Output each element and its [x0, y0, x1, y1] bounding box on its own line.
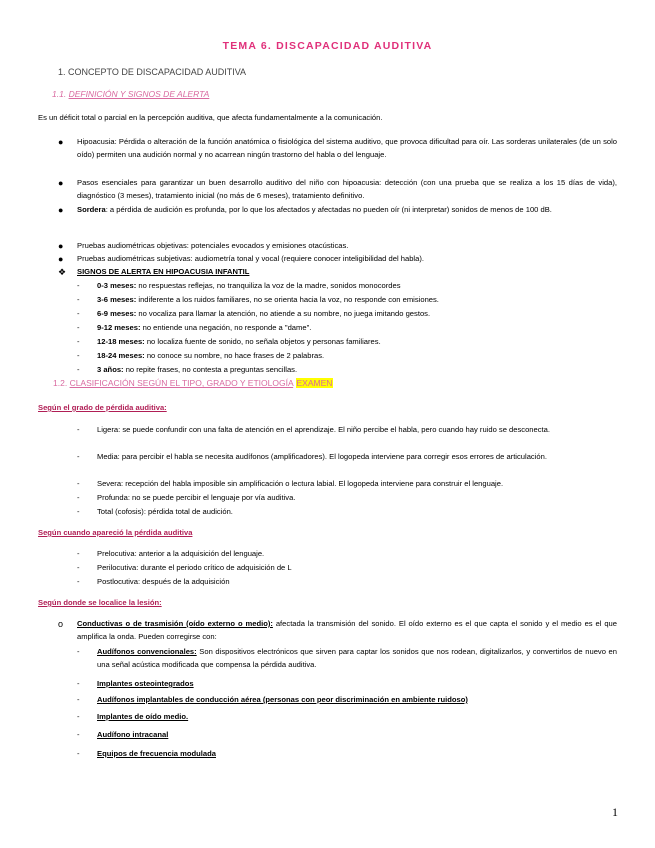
cuando-item: - Postlocutiva: después de la adquisición	[77, 577, 230, 586]
bullet-sordera	[58, 204, 617, 217]
conductivas-item	[58, 618, 617, 643]
grado-item: - Profunda: no se puede percibir el lenguaje por vía auditiva.	[77, 493, 296, 502]
cuando-section-title: Según cuando apareció la pérdida auditiva	[38, 528, 193, 537]
subsection-number: 1.1.	[52, 89, 67, 99]
conductivas-text: afectada la transmisión del sonido. El oído externo es el que capta el sonido y el medio es el que amplifica la onda. Pueden corregirse con:	[77, 619, 617, 641]
grado-item: - Severa: recepción del habla imposible sin amplificación o lectura labial. El logopeda interviene para construir el lenguaje.	[77, 479, 504, 488]
page-number: 1	[612, 805, 618, 819]
bullet-dot-icon: ●	[58, 241, 64, 251]
intro-paragraph: Es un déficit total o parcial en la percepción auditiva, que afecta fundamentalmente a la comunicación.	[38, 113, 383, 122]
section-heading-1: 1. CONCEPTO DE DISCAPACIDAD AUDITIVA	[58, 67, 247, 77]
subsection-heading-1-2	[53, 378, 333, 388]
exam-highlight-tag: EXAMEN	[296, 378, 333, 388]
bullet-lead: Hipoacusia:	[77, 137, 117, 146]
cuando-item: - Prelocutiva: anterior a la adquisición del lenguaje.	[77, 549, 265, 558]
bullet-lead: Sordera	[77, 205, 106, 214]
bullet-dot-icon: ●	[58, 137, 64, 147]
signo-item: - 3 años: no repite frases, no contesta a preguntas sencillas.	[77, 365, 298, 374]
diamond-bullet-icon: ❖	[58, 267, 67, 277]
bullet-subjetivas	[58, 253, 617, 266]
bullet-text: Pérdida o alteración de la función anatómica o fisiológica del sistema auditivo, que provoca dificultad para oír. Las sorderas unilaterales (de un solo oído) permiten una audición normal y no acarrean ningún trastorno del habla o del lenguaje.	[77, 137, 617, 159]
bullet-dot-icon: ●	[58, 178, 64, 188]
bullet-objetivas	[58, 240, 617, 253]
dispositivo-item: - Implantes osteointegrados	[77, 679, 194, 688]
dispositivo-item: - Equipos de frecuencia modulada	[77, 749, 216, 758]
signo-item: - 12-18 meses: no localiza fuente de sonido, no señala objetos y personas familiares.	[77, 337, 381, 346]
signos-alerta-heading	[58, 266, 617, 279]
dispositivo-item: - Implantes de oído medio.	[77, 712, 189, 721]
document-title: TEMA 6. DISCAPACIDAD AUDITIVA	[222, 40, 433, 52]
signos-title: SIGNOS DE ALERTA EN HIPOACUSIA INFANTIL	[77, 267, 250, 276]
signo-item: - 18-24 meses: no conoce su nombre, no hace frases de 2 palabras.	[77, 351, 325, 360]
grado-item: - Media: para percibir el habla se necesita audífonos (amplificadores). El logopeda interviene para corregir esos errores de articulación.	[77, 452, 547, 461]
grado-section-title: Según el grado de pérdida auditiva:	[38, 403, 167, 412]
bullet-text: Pruebas audiométricas objetivas: potenciales evocados y emisiones otacústicas.	[77, 241, 349, 250]
subsection-title: DEFINICIÓN Y SIGNOS DE ALERTA	[68, 89, 210, 99]
subsection-number: 1.2.	[53, 378, 68, 388]
signo-item: - 6-9 meses: no vocaliza para llamar la atención, no atiende a su nombre, no juega imitando gestos.	[77, 309, 431, 318]
signo-item: - 0-3 meses: no respuestas reflejas, no tranquiliza la voz de la madre, sonidos monocordes	[77, 281, 401, 290]
bullet-text: : a pérdida de audición es profunda, por lo que los afectados y afectadas no pueden oír (ni interpretar) sonidos de menos de 100 dB.	[105, 205, 552, 214]
conductivas-lead: Conductivas o de trasmisión (oído externo o medio):	[77, 619, 273, 628]
subsection-title: CLASIFICACIÓN SEGÚN EL TIPO, GRADO Y ETIOLOGÍA	[69, 378, 294, 388]
circle-bullet-icon: o	[58, 619, 64, 629]
signo-item: - 3-6 meses: indiferente a los ruidos familiares, no se orienta hacia la voz, no responde con emisiones.	[77, 295, 439, 304]
lesion-section-title: Según donde se localice la lesión:	[38, 598, 162, 607]
bullet-dot-icon: ●	[58, 205, 64, 215]
bullet-text: Pruebas audiométricas subjetivas: audiometría tonal y vocal (requiere conocer inteligibilidad del habla).	[77, 254, 424, 263]
grado-item: - Ligera: se puede confundir con una falta de atención en el aprendizaje. El niño percibe el habla, pero cuando hay ruido se desconecta.	[77, 425, 550, 434]
cuando-item: - Perilocutiva: durante el periodo crítico de adquisición de L	[77, 563, 292, 572]
bullet-hipoacusia	[58, 136, 617, 161]
bullet-dot-icon: ●	[58, 254, 64, 264]
subsection-heading-1-1	[52, 89, 209, 99]
signo-item: - 9-12 meses: no entiende una negación, no responde a "dame".	[77, 323, 312, 332]
audifonos-item: - Audífonos convencionales: Son dispositivos electrónicos que sirven para captar los sonidos que nos rodean, digitalizarlos, y convertirlos de nuevo en una señal acústica modificada que compensa la pérdida auditiva.	[77, 647, 618, 669]
bullet-pasos	[58, 177, 617, 202]
grado-item: - Total (cofosis): pérdida total de audición.	[77, 507, 233, 516]
bullet-text: Pasos esenciales para garantizar un buen desarrollo auditivo del niño con hipoacusia: detección (con una prueba que se realiza a los 15 días de vida), diagnóstico (3 meses), tratamiento inicial (no más de 6 meses), tratamiento definitivo.	[77, 178, 617, 200]
dispositivo-item: - Audífono intracanal	[77, 730, 169, 739]
dispositivo-item: - Audífonos implantables de conducción aérea (personas con peor discriminación en ambiente ruidoso)	[77, 695, 468, 704]
